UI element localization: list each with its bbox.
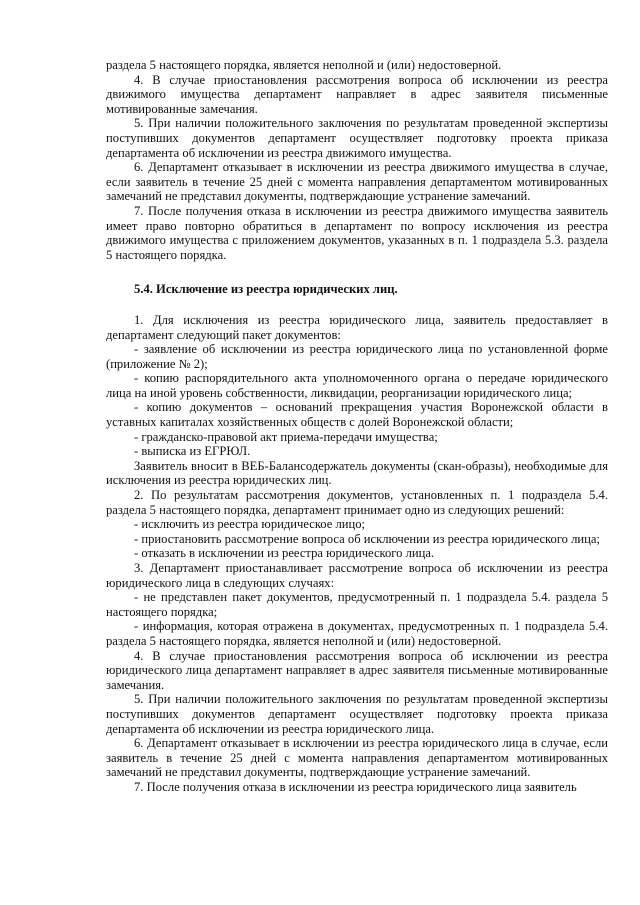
list-item: - выписка из ЕГРЮЛ. (134, 444, 251, 459)
paragraph-7-movable: 7. После получения отказа в исключении из реестра движимого имущества заявитель имеет право повторно обратиться в департамент по вопросу исключения из реестра движимого имущества с приложением документов, указанных в п. 1 подраздела 5.3. раздела 5 настоящего порядка. (106, 203, 608, 262)
list-item: - приостановить рассмотрение вопроса об исключении из реестра юридического лица; (134, 531, 600, 546)
paragraph-6: 6. Департамент отказывает в исключении из реестра юридического лица в случае, если заявитель в течение 25 дней с момента направления департаментом мотивированных замечаний не представил документы, подтверждающие устранение замечаний. (106, 736, 608, 780)
list-item: - гражданско-правовой акт приема-передачи имущества; (134, 429, 438, 444)
list-item: - заявление об исключении из реестра юридического лица по установленной форме (приложение № 2); (106, 342, 608, 371)
paragraph-5-movable: 5. При наличии положительного заключения по результатам проведенной экспертизы поступивших документов департамент осуществляет подготовку проекта приказа департамента об исключении из реестра движимого имущества. (106, 116, 608, 160)
list-item: - исключить из реестра юридическое лицо; (134, 517, 366, 532)
paragraph-1-note: Заявитель вносит в ВЕБ-Балансодержатель документы (скан-образы), необходимые для исключения из реестра юридических лиц. (106, 458, 608, 488)
list-item: - отказать в исключении из реестра юридического лица. (134, 546, 435, 561)
list-item: - информация, которая отражена в документах, предусмотренных п. 1 подраздела 5.4. раздела 5 настоящего порядка, является неполной и (или) недостоверной. (106, 619, 608, 648)
list-item: - копию документов – оснований прекращения участия Воронежской области в уставных капиталах хозяйственных обществ с долей Воронежской области; (106, 400, 608, 430)
paragraph-4-movable: 4. В случае приостановления рассмотрения вопроса об исключении из реестра движимого имущества департамент направляет в адрес заявителя письменные мотивированные замечания. (106, 72, 608, 116)
section-heading: 5.4. Исключение из реестра юридических лиц. (134, 282, 398, 297)
paragraph-3: 3. Департамент приостанавливает рассмотрение вопроса об исключении из реестра юридического лица в следующих случаях: (106, 561, 608, 590)
document-body (106, 58, 608, 795)
spacer (106, 297, 608, 313)
paragraph-2: 2. По результатам рассмотрения документов, установленных п. 1 подраздела 5.4. раздела 5 настоящего порядка, департамент принимает одно из следующих решений: (106, 488, 608, 517)
paragraph-7: 7. После получения отказа в исключении из реестра юридического лица заявитель (134, 779, 577, 794)
paragraph-6-movable: 6. Департамент отказывает в исключении из реестра движимого имущества в случае, если заявитель в течение 25 дней с момента направления департаментом мотивированных замечаний не представил документы, подтверждающие устранение замечаний. (106, 160, 608, 204)
list-item: - не представлен пакет документов, предусмотренный п. 1 подраздела 5.4. раздела 5 настоящего порядка; (106, 590, 608, 619)
paragraph-5: 5. При наличии положительного заключения по результатам проведенной экспертизы поступивших документов департамент осуществляет подготовку проекта приказа департамента об исключении из реестра юридического лица. (106, 692, 608, 736)
paragraph-4: 4. В случае приостановления рассмотрения вопроса об исключении из реестра юридического лица департамент направляет в адрес заявителя письменные мотивированные замечания. (106, 648, 608, 692)
paragraph-continuation: раздела 5 настоящего порядка, является неполной и (или) недостоверной. (106, 58, 502, 72)
list-item: - копию распорядительного акта уполномоченного органа о передаче юридического лица на иной уровень собственности, ликвидации, реорганизации юридического лица; (106, 371, 608, 400)
paragraph-1: 1. Для исключения из реестра юридического лица, заявитель предоставляет в департамент следующий пакет документов: (106, 312, 608, 342)
spacer (106, 262, 608, 282)
